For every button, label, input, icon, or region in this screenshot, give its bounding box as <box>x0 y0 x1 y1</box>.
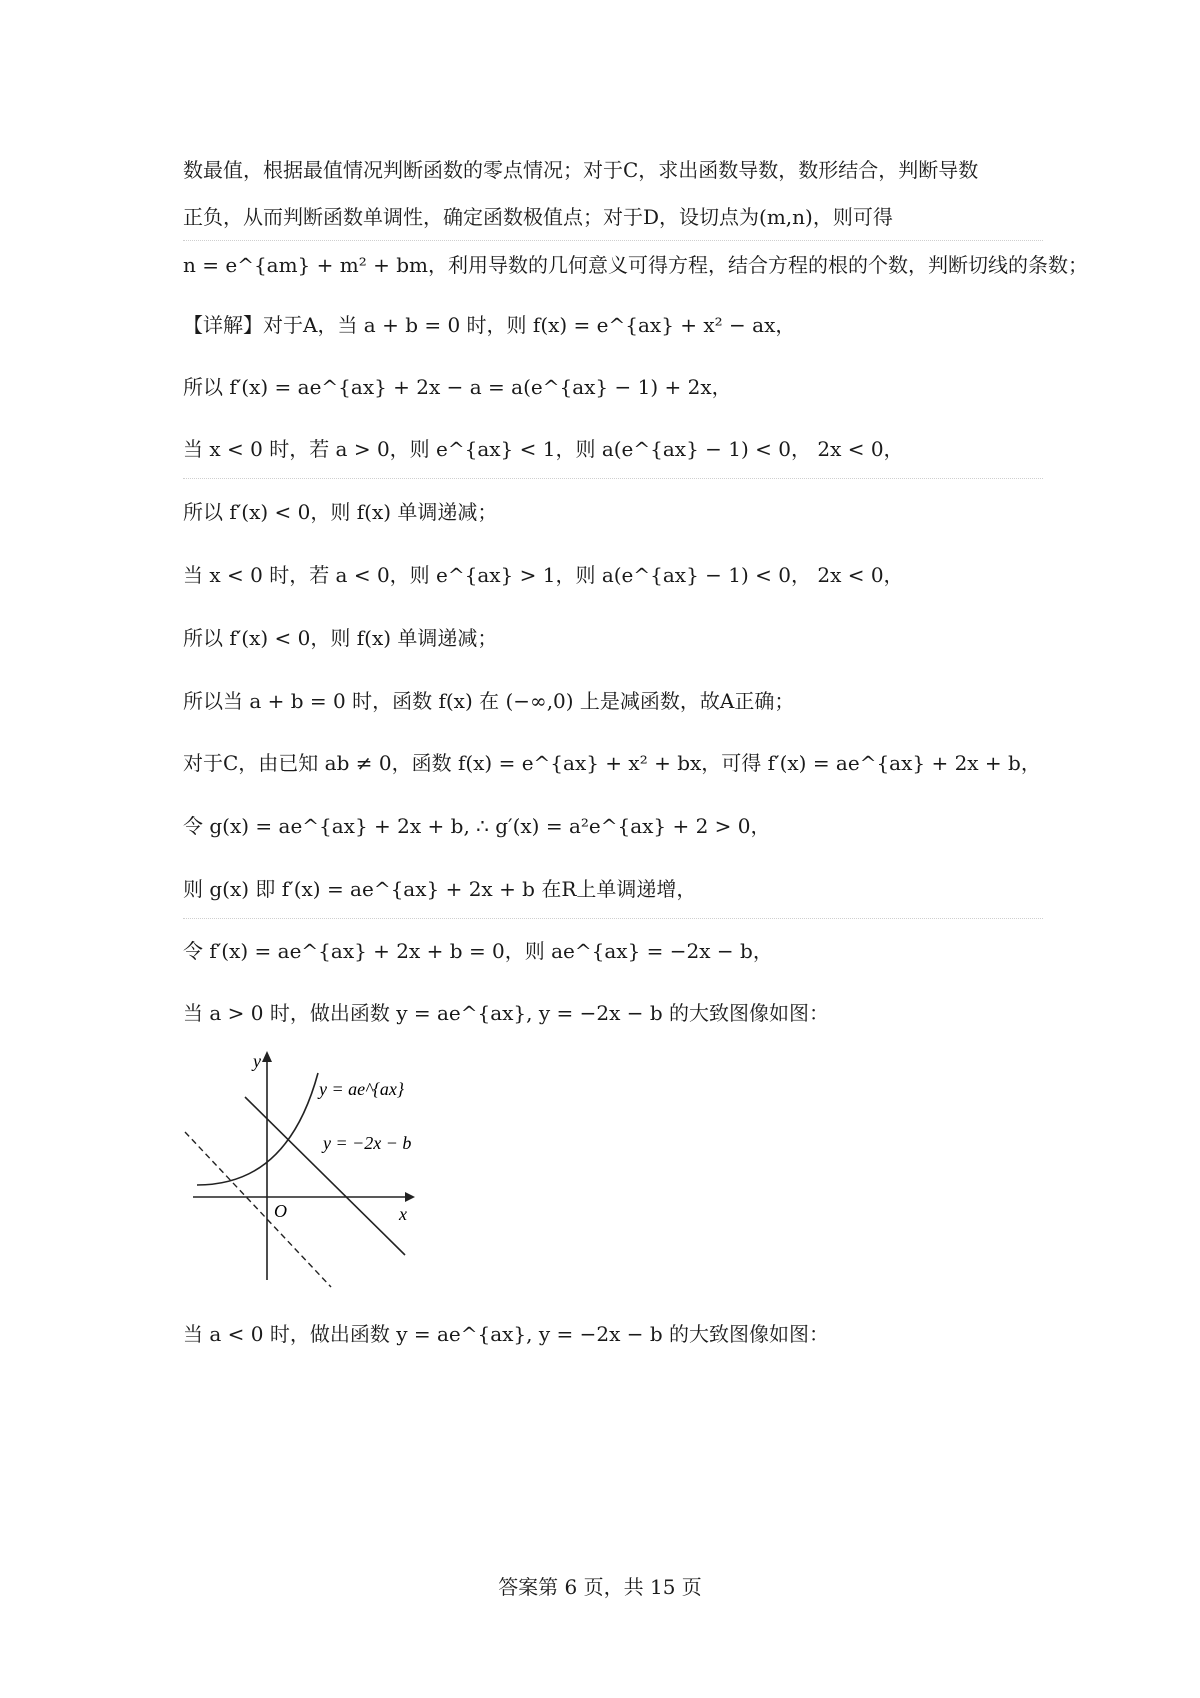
text-line-10: 所以当 a + b = 0 时，函数 f(x) 在 (−∞,0) 上是减函数，故A正确； <box>183 689 795 713</box>
y-axis-arrow <box>262 1051 272 1062</box>
x-axis-arrow <box>405 1192 415 1202</box>
dotted-divider <box>183 478 1043 479</box>
text-line-5: 所以 f′(x) = ae^{ax} + 2x − a = a(e^{ax} − 1) + 2x， <box>183 375 732 399</box>
text-line-16: 当 a < 0 时，做出函数 y = ae^{ax}, y = −2x − b 的大致图像如图： <box>183 1322 830 1346</box>
text-line-12: 令 g(x) = ae^{ax} + 2x + b, ∴ g′(x) = a²e^{ax} + 2 > 0， <box>183 814 771 838</box>
text-line-6: 当 x < 0 时，若 a > 0，则 e^{ax} < 1，则 a(e^{ax} − 1) < 0， 2x < 0， <box>183 437 904 461</box>
text-line-15: 当 a > 0 时，做出函数 y = ae^{ax}, y = −2x − b 的大致图像如图： <box>183 1001 830 1025</box>
dotted-divider <box>183 240 1043 241</box>
curve-label: y = ae^{ax} <box>319 1079 405 1099</box>
text-line-11: 对于C，由已知 ab ≠ 0，函数 f(x) = e^{ax} + x² + bx，可得 f′(x) = ae^{ax} + 2x + b， <box>183 751 1041 775</box>
x-axis-label: x <box>399 1204 407 1224</box>
function-graph-figure <box>183 1045 433 1290</box>
origin-label: O <box>274 1201 287 1221</box>
text-line-8: 当 x < 0 时，若 a < 0，则 e^{ax} > 1，则 a(e^{ax} − 1) < 0， 2x < 0， <box>183 563 904 587</box>
page-footer: 答案第 6 页，共 15 页 <box>498 1575 702 1599</box>
text-line-14: 令 f′(x) = ae^{ax} + 2x + b = 0，则 ae^{ax} = −2x − b， <box>183 939 773 963</box>
dashed-line <box>185 1132 331 1287</box>
text-line-13: 则 g(x) 即 f′(x) = ae^{ax} + 2x + b 在R上单调递增， <box>183 877 697 901</box>
text-line-3: n = e^{am} + m² + bm，利用导数的几何意义可得方程，结合方程的根的个数，判断切线的条数； <box>183 253 1088 277</box>
text-line-2: 正负，从而判断函数单调性，确定函数极值点；对于D，设切点为(m,n)，则可得 <box>183 205 893 229</box>
text-line-4: 【详解】对于A，当 a + b = 0 时，则 f(x) = e^{ax} + x² − ax， <box>183 313 796 337</box>
y-axis-label: y <box>253 1051 261 1071</box>
line-label: y = −2x − b <box>323 1133 412 1153</box>
text-line-1: 数最值，根据最值情况判断函数的零点情况；对于C，求出函数导数，数形结合，判断导数 <box>183 158 979 182</box>
text-line-7: 所以 f′(x) < 0，则 f(x) 单调递减； <box>183 500 498 524</box>
exponential-curve <box>197 1073 318 1185</box>
dotted-divider <box>183 918 1043 919</box>
text-line-9: 所以 f′(x) < 0，则 f(x) 单调递减； <box>183 626 498 650</box>
solid-line <box>245 1097 405 1255</box>
